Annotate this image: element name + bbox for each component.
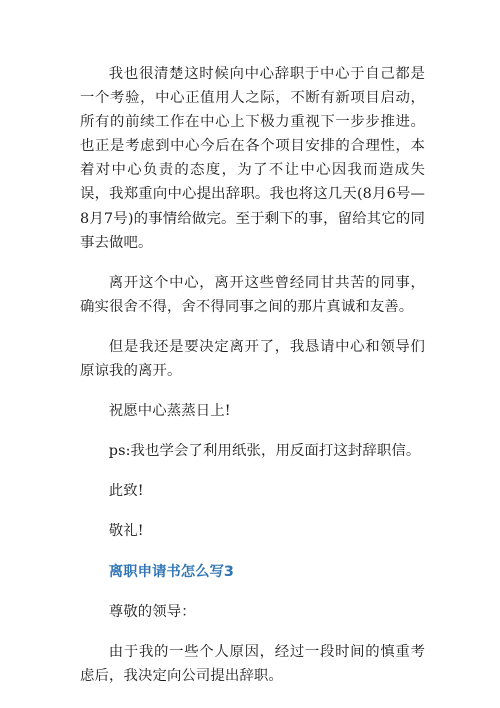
paragraph-resignation-reason: 我也很清楚这时候向中心辞职于中心于自己都是一个考验，中心正值用人之际，不断有新项目启动，所有的前续工作在中心上下极力重视下一步步推进。也正是考虑到中心今后在各个项目安排的合理性，本着对中心负责的态度，为了不让中心因我而造成失误，我郑重向中心提出辞职。我也将这几天(8月6号—8月7号)的事情给做完。至于剩下的事，留给其它的同事去做吧。 bbox=[80, 66, 425, 251]
paragraph-leaving-colleagues: 离开这个中心，离开这些曾经同甘共苦的同事，确实很舍不得，舍不得同事之间的那片真诚和友善。 bbox=[80, 274, 425, 315]
paragraph-ps: ps:我也学会了利用纸张，用反面打这封辞职信。 bbox=[108, 443, 421, 460]
paragraph-request-forgiveness: 但是我还是要决定离开了，我恳请中心和领导们原谅我的离开。 bbox=[80, 338, 425, 380]
paragraph-greeting: 尊敬的领导： bbox=[108, 603, 196, 620]
paragraph-new-letter-opening: 由于我的一些个人原因，经过一段时间的慎重考虑后，我决定向公司提出辞职。 bbox=[80, 643, 425, 684]
paragraph-closing: 此致! bbox=[108, 483, 144, 500]
paragraph-wishes: 祝愿中心蒸蒸日上! bbox=[108, 403, 231, 420]
paragraph-salute: 敬礼! bbox=[108, 523, 144, 540]
section-heading: 离职申请书怎么写3 bbox=[108, 563, 234, 580]
document-body bbox=[80, 62, 425, 688]
